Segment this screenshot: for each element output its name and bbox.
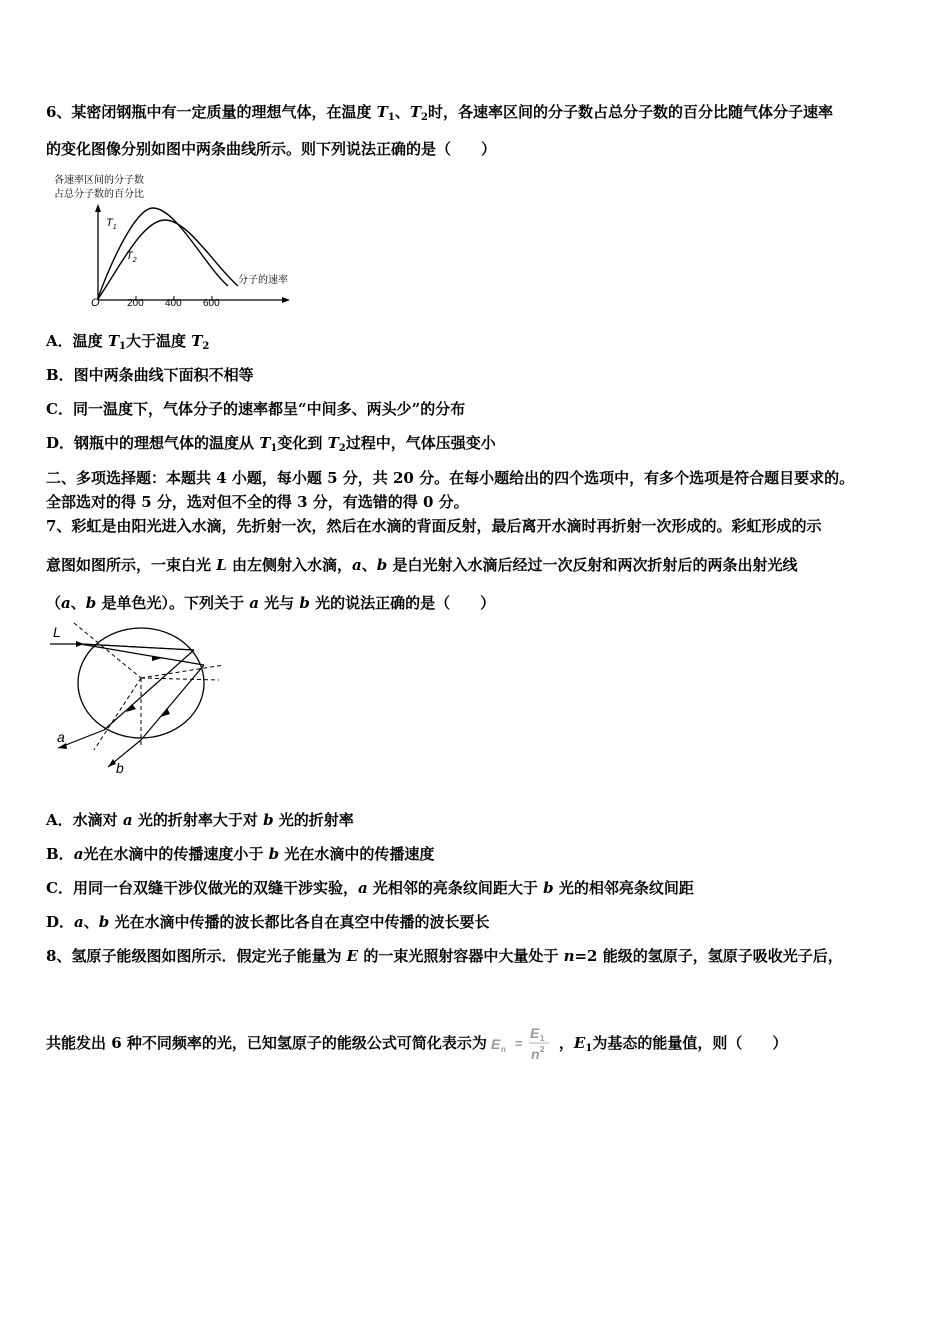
q7-option-d[interactable]: D．a、b 光在水滴中传播的波长都比各自在真空中传播的波长要长 xyxy=(46,913,490,931)
graph-ylabel-line1: 各速率区间的分子数 xyxy=(54,175,144,186)
q8-stem-line1: 8、氢原子能级图如图所示．假定光子能量为 E 的一束光照射容器中大量处于 n=2 能级的氢原子，氢原子吸收光子后， xyxy=(46,947,843,965)
graph-tick-400: 400 xyxy=(165,298,182,309)
q6-option-c[interactable]: C．同一温度下，气体分子的速率都呈“中间多、两头少”的分布 xyxy=(46,400,466,418)
label-L: L xyxy=(53,624,61,640)
graph-ylabel-line2: 占总分子数的百分比 xyxy=(54,189,144,200)
svg-text:n: n xyxy=(530,1046,540,1062)
graph-tick-200: 200 xyxy=(127,298,144,309)
svg-text:E: E xyxy=(529,1025,540,1041)
normal-dashed-3 xyxy=(141,678,219,680)
q7-stem-line1: 7、彩虹是由阳光进入水滴，先折射一次，然后在水滴的背面反射，最后离开水滴时再折射一次形成的。彩虹形成的示 xyxy=(46,517,822,535)
q7-option-a[interactable]: A．水滴对 a 光的折射率大于对 b 光的折射率 xyxy=(46,811,354,829)
svg-text:n: n xyxy=(500,1045,506,1054)
svg-text:1: 1 xyxy=(539,1034,545,1043)
q6-stem-line2: 的变化图像分别如图中两条曲线所示。则下列说法正确的是（ ） xyxy=(46,140,497,158)
q6-option-d[interactable]: D．钢瓶中的理想气体的温度从 $T_1$变化到 $T_2$过程中，气体压强变小 xyxy=(46,434,496,454)
q6-distribution-graph xyxy=(50,170,310,315)
svg-text:=: = xyxy=(514,1036,523,1051)
label-b: b xyxy=(116,760,124,776)
q7-stem-line3: （a、b 是单色光）。下列关于 a 光与 b 光的说法正确的是（ ） xyxy=(46,594,496,612)
q6-stem-line1: 6、某密闭钢瓶中有一定质量的理想气体，在温度 $T_1$、$T_2$时，各速率区间的分子数占总分子数的百分比随气体分子速率 xyxy=(46,103,833,123)
normal-dashed-1 xyxy=(74,623,141,678)
q6-option-b[interactable]: B．图中两条曲线下面积不相等 xyxy=(46,366,254,384)
label-a: a xyxy=(57,729,65,745)
normal-dashed-4 xyxy=(94,678,141,750)
curve-t2-label: $T_2$ xyxy=(126,250,137,264)
graph-origin: O xyxy=(91,297,100,309)
curve-t1-label: $T_1$ xyxy=(106,217,117,231)
section2-line1: 二、多项选择题：本题共 4 小题，每小题 5 分，共 20 分。在每小题给出的四个选项中，有多个选项是符合题目要求的。 xyxy=(46,469,855,487)
q7-raindrop-diagram xyxy=(44,620,229,780)
svg-text:E: E xyxy=(490,1036,501,1052)
q7-option-c[interactable]: C．用同一台双缝干涉仪做光的双缝干涉实验，a 光相邻的亮条纹间距大于 b 光的相邻亮条纹间距 xyxy=(46,879,694,897)
svg-text:2: 2 xyxy=(539,1045,545,1054)
q7-stem-line2: 意图如图所示，一束白光 L 由左侧射入水滴，a、b 是白光射入水滴后经过一次反射和两次折射后的两条出射光线 xyxy=(46,556,798,574)
graph-y-arrow xyxy=(95,204,101,212)
graph-tick-600: 600 xyxy=(203,298,220,309)
graph-x-arrow xyxy=(282,297,290,303)
q6-option-a[interactable]: A．温度 $T_1$大于温度 $T_2$ xyxy=(46,332,210,352)
q7-option-b[interactable]: B．a光在水滴中的传播速度小于 b 光在水滴中的传播速度 xyxy=(46,845,435,863)
reflected-ray-a xyxy=(104,650,194,730)
q8-stem-line2: 共能发出 6 种不同频率的光，已知氢原子的能级公式可简化表示为 E n = E 1 n 2 ，$E_1$为基态的能量值，则（ ） xyxy=(46,1025,788,1062)
section2-line2: 全部选对的得 5 分，选对但不全的得 3 分，有选错的得 0 分。 xyxy=(46,493,469,511)
energy-level-formula xyxy=(487,1024,559,1064)
normal-dashed-2 xyxy=(141,665,224,678)
graph-xlabel: 分子的速率 xyxy=(238,275,288,286)
curve-t2 xyxy=(98,220,238,299)
